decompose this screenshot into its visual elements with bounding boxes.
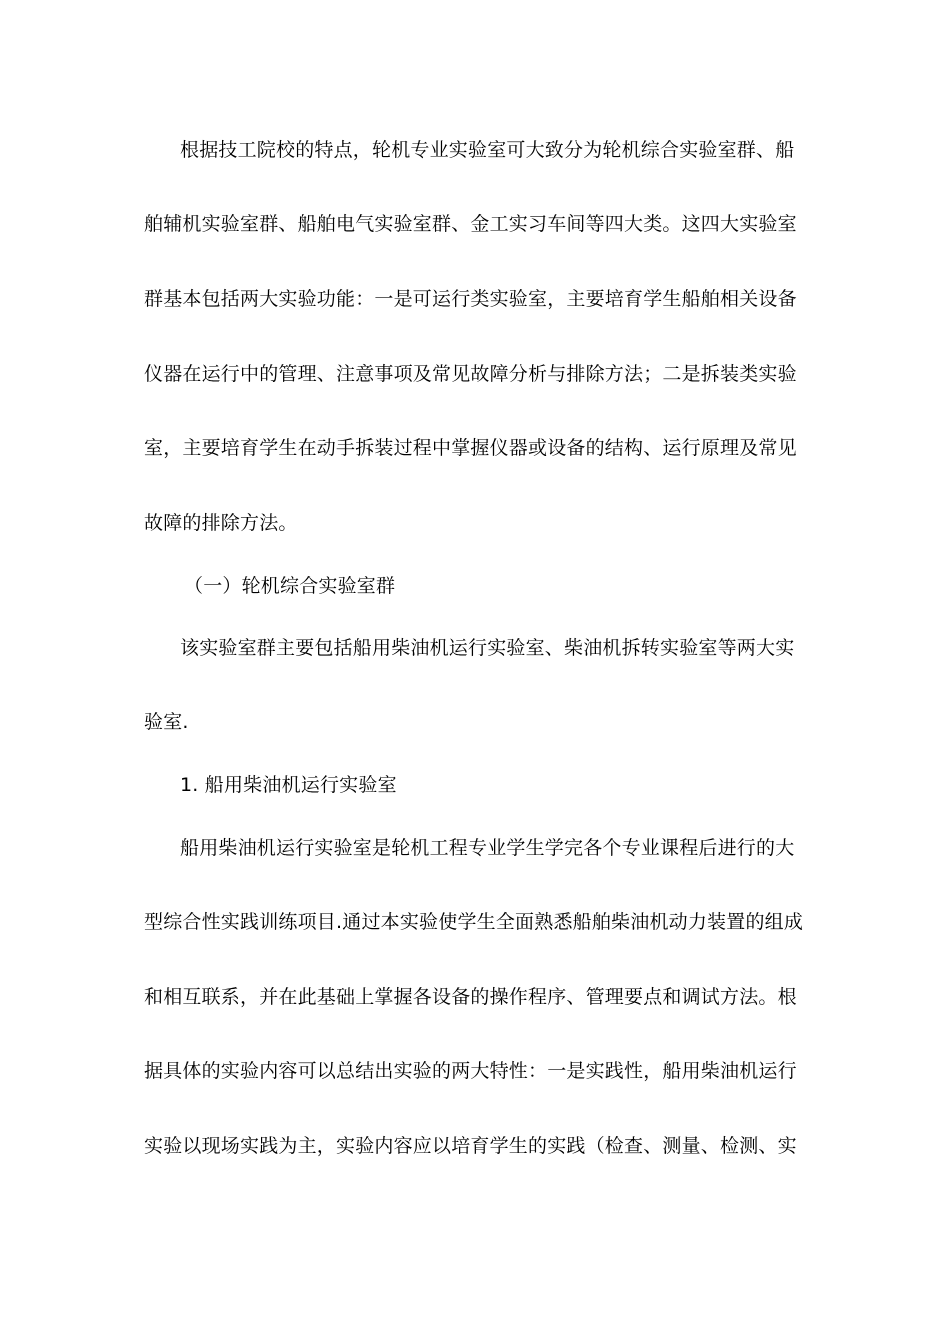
paragraph-1-line-4: 仪器在运行中的管理、注意事项及常见故障分析与排除方法；二是拆装类实验 <box>144 363 797 385</box>
paragraph-2-line-2: 验室. <box>144 711 189 733</box>
paragraph-1-line-1: 根据技工院校的特点，轮机专业实验室可大致分为轮机综合实验室群、船 <box>180 139 795 161</box>
paragraph-2-line-1: 该实验室群主要包括船用柴油机运行实验室、柴油机拆转实验室等两大实 <box>180 637 795 659</box>
section-heading-2: 1. 船用柴油机运行实验室 <box>180 774 397 796</box>
paragraph-3-line-4: 据具体的实验内容可以总结出实验的两大特性：一是实践性，船用柴油机运行 <box>144 1060 797 1082</box>
section-heading-1: （一）轮机综合实验室群 <box>184 575 396 597</box>
paragraph-1-line-3: 群基本包括两大实验功能：一是可运行类实验室，主要培育学生船舶相关设备 <box>144 288 797 310</box>
paragraph-3-line-5: 实验以现场实践为主，实验内容应以培育学生的实践（检查、测量、检测、实 <box>144 1135 797 1157</box>
paragraph-3-line-2: 型综合性实践训练项目.通过本实验使学生全面熟悉船舶柴油机动力装置的组成 <box>144 911 804 933</box>
paragraph-3-line-3: 和相互联系，并在此基础上掌握各设备的操作程序、管理要点和调试方法。根 <box>144 986 797 1008</box>
paragraph-3-line-1: 船用柴油机运行实验室是轮机工程专业学生学完各个专业课程后进行的大 <box>180 837 795 859</box>
paragraph-1-line-5: 室，主要培育学生在动手拆装过程中掌握仪器或设备的结构、运行原理及常见 <box>144 437 797 459</box>
paragraph-1-line-2: 舶辅机实验室群、船舶电气实验室群、金工实习车间等四大类。这四大实验室 <box>144 213 797 235</box>
paragraph-1-line-6: 故障的排除方法。 <box>144 512 298 534</box>
